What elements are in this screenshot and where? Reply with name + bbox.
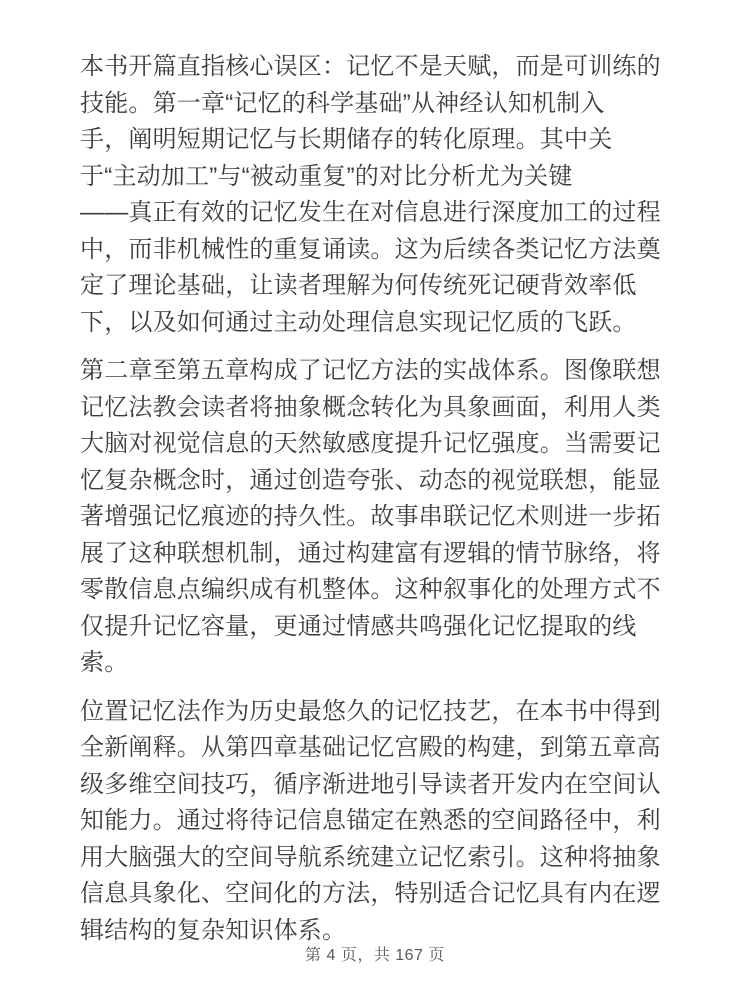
text-line: 第二章至第五章构成了记忆方法的实战体系。图像联想 bbox=[80, 357, 661, 384]
text-line: 记忆法教会读者将抽象概念转化为具象画面，利用人类 bbox=[80, 393, 661, 421]
text-line: 全新阐释。从第四章基础记忆宫殿的构建，到第五章高 bbox=[80, 734, 661, 761]
page-number-footer: 第 4 页，共 167 页 bbox=[305, 947, 445, 964]
text-line: 知能力。通过将待记信息锚定在熟悉的空间路径中，利 bbox=[80, 807, 661, 834]
text-line: 定了理论基础，让读者理解为何传统死记硬背效率低 bbox=[80, 272, 637, 299]
text-line: 辑结构的复杂知识体系。 bbox=[80, 916, 347, 944]
text-line: 著增强记忆痕迹的持久性。故事串联记忆术则进一步拓 bbox=[80, 503, 661, 530]
text-line: 仅提升记忆容量，更通过情感共鸣强化记忆提取的线 bbox=[80, 612, 637, 640]
paragraph bbox=[80, 49, 672, 341]
text-line: 于“主动加工”与“被动重复”的对比分析尤为关键 bbox=[80, 162, 573, 190]
text-line: 索。 bbox=[80, 649, 129, 676]
text-line: 大脑对视觉信息的天然敏感度提升记忆强度。当需要记 bbox=[80, 430, 661, 457]
text-line: 忆复杂概念时，通过创造夸张、动态的视觉联想，能显 bbox=[80, 466, 661, 494]
text-line: 下，以及如何通过主动处理信息实现记忆质的飞跃。 bbox=[80, 308, 637, 336]
text-line: 零散信息点编织成有机整体。这种叙事化的处理方式不 bbox=[80, 576, 661, 603]
text-line: 展了这种联想机制，通过构建富有逻辑的情节脉络，将 bbox=[80, 539, 661, 567]
text-line: ——真正有效的记忆发生在对信息进行深度加工的过程 bbox=[80, 199, 661, 226]
text-line: 手，阐明短期记忆与长期储存的转化原理。其中关 bbox=[80, 126, 613, 153]
text-line: 中，而非机械性的重复诵读。这为后续各类记忆方法奠 bbox=[80, 235, 661, 263]
text-line: 本书开篇直指核心误区：记忆不是天赋，而是可训练的 bbox=[80, 53, 661, 80]
text-line: 位置记忆法作为历史最悠久的记忆技艺，在本书中得到 bbox=[80, 697, 661, 725]
text-line: 用大脑强大的空间导航系统建立记忆索引。这种将抽象 bbox=[80, 843, 661, 871]
text-line: 级多维空间技巧，循序渐进地引导读者开发内在空间认 bbox=[80, 770, 661, 798]
text-line: 信息具象化、空间化的方法，特别适合记忆具有内在逻 bbox=[80, 880, 661, 907]
text-line: 技能。第一章“记忆的科学基础”从神经认知机制入 bbox=[80, 89, 605, 117]
paragraph bbox=[80, 694, 672, 950]
paragraph bbox=[80, 353, 672, 682]
document-body bbox=[80, 49, 672, 961]
